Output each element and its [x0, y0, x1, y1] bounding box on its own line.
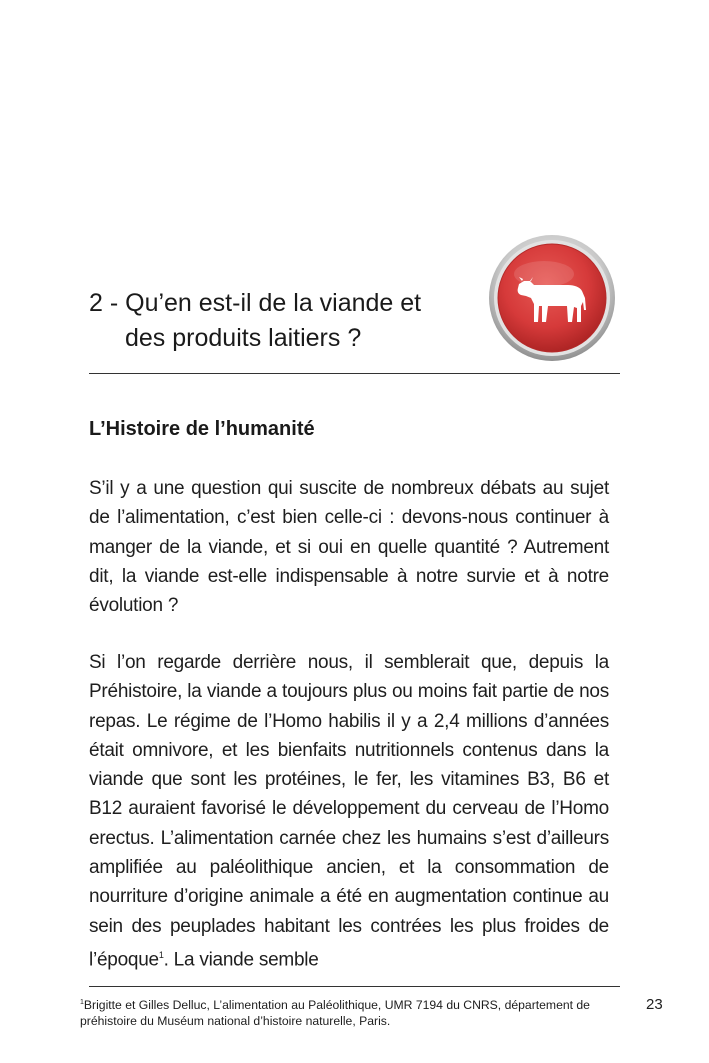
page-number: 23	[646, 996, 663, 1013]
footnote	[80, 995, 640, 1029]
section-heading: L’Histoire de l’humanité	[89, 418, 315, 440]
chapter-title-line-1: 2 - Qu’en est-il de la viande et	[89, 289, 422, 317]
footnote-marker: 1	[80, 999, 84, 1006]
footnote-divider	[89, 986, 620, 987]
paragraph-2-tail: . La viande semble	[163, 949, 319, 971]
title-divider	[89, 373, 620, 374]
chapter-title-line-2: des produits laitiers ?	[125, 324, 362, 352]
paragraph-1: S’il y a une question qui suscite de nombreux débats au sujet de l’alimentation, c’est bien celle-ci : devons-nous continuer à manger de la viande, et si oui en quelle quantité ? Autrement dit, la viande est-elle indispensable à notre survie et à notre évolution ?	[89, 478, 609, 617]
footnote-reference[interactable]: 1	[158, 949, 164, 960]
paragraph-2-text: Si l’on regarde derrière nous, il semblerait que, depuis la Préhistoire, la viande a toujours plus ou moins fait partie de nos repas. Le régime de l’Homo habilis il y a 2,4 millions d’années était omnivore, et les bienfaits nutritionnels contenus dans la viande que sont les protéines, le fer, les vitamines B3, B6 et B12 auraient favorisé le développement du cerveau de l’Homo erectus. L’alimentation carnée chez les humains s’est d’ailleurs amplifiée au paléolithique ancien, et la consommation de nourriture d’origine animale a été en augmentation continue au sein des peuplades habitant les contrées les plus froides de l’époque	[89, 652, 609, 971]
chapter-badge	[488, 234, 616, 362]
footnote-text: Brigitte et Gilles Delluc, L’alimentation au Paléolithique, UMR 7194 du CNRS, département de préhistoire du Muséum national d’histoire naturelle, Paris.	[80, 998, 590, 1029]
chapter-title	[89, 286, 469, 356]
paragraph-2	[89, 648, 609, 975]
